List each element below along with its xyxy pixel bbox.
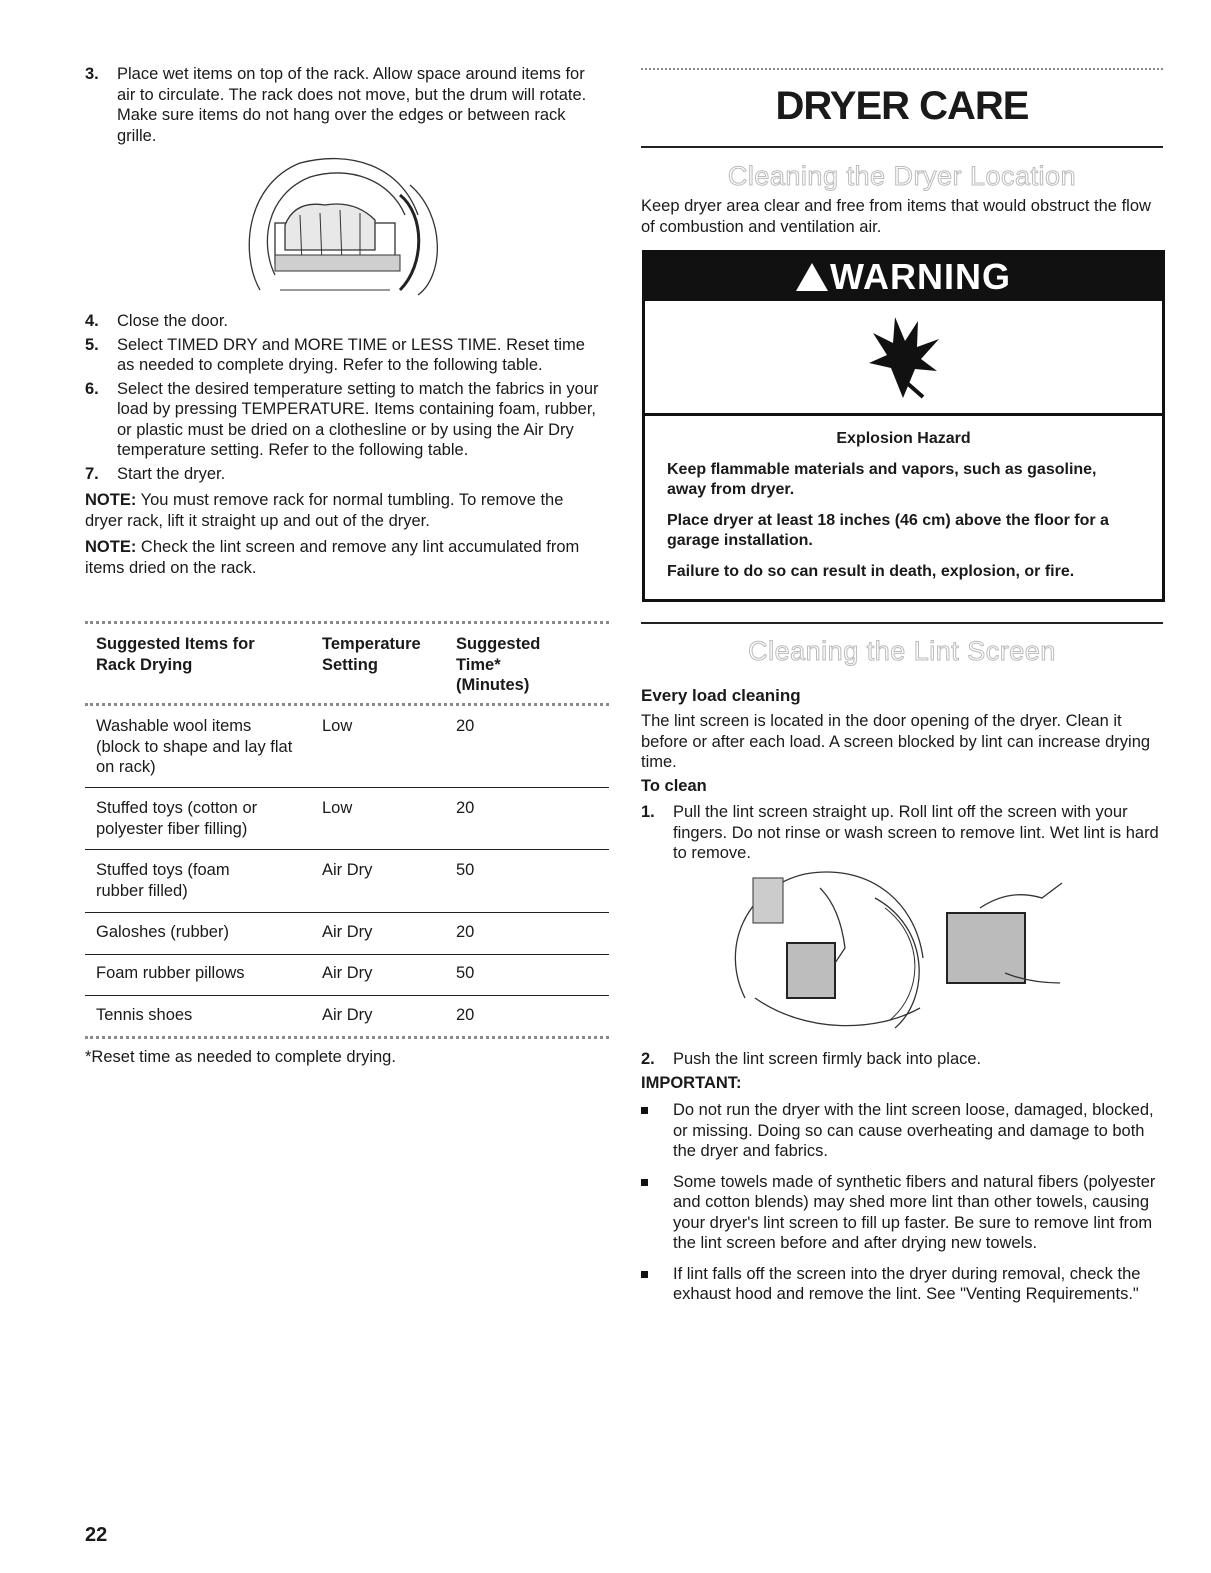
step-text: Close the door. (117, 312, 228, 330)
note-label: NOTE: (85, 491, 137, 509)
step-5 (85, 335, 605, 376)
table-row-divider (85, 912, 609, 913)
section-title-lint-screen: Cleaning the Lint Screen (748, 636, 1056, 666)
bullet-icon (641, 1271, 648, 1278)
explosion-symbol-panel (645, 301, 1162, 416)
step-4 (85, 311, 605, 332)
step-number: 4. (85, 312, 99, 330)
table-cell-temperature: Air Dry (322, 861, 373, 879)
table-header-time: Suggested Time* (Minutes) (456, 635, 541, 694)
note-text: You must remove rack for normal tumbling. To remove the dryer rack, lift it straight up and out of the dryer. (85, 491, 564, 530)
table-cell-item: Washable wool items (block to shape and lay flat on rack) (96, 717, 293, 776)
table-row-divider (85, 995, 609, 996)
page-title: DRYER CARE (775, 84, 1029, 128)
list-item (641, 1264, 1163, 1305)
every-load-text: The lint screen is located in the door opening of the dryer. Clean it before or after each load. A screen blocked by lint can increase drying time. (641, 712, 1151, 771)
warning-line: Keep flammable materials and vapors, such as gasoline, away from dryer. (667, 460, 1097, 498)
warning-hazard: Explosion Hazard (836, 430, 971, 447)
step-number: 6. (85, 379, 99, 398)
section-title-dryer-location: Cleaning the Dryer Location (727, 161, 1077, 191)
table-top-rule (85, 621, 609, 624)
step-6 (85, 379, 605, 461)
table-cell-temperature: Air Dry (322, 964, 373, 982)
table-header-items: Suggested Items for Rack Drying (96, 635, 255, 674)
step-number: 3. (85, 65, 99, 83)
step-text: Start the dryer. (117, 464, 226, 483)
every-load-heading: Every load cleaning (641, 686, 801, 705)
bullet-icon (641, 1179, 648, 1186)
step-3 (85, 64, 605, 146)
table-cell-time: 50 (456, 964, 475, 982)
warning-label: WARNING (830, 256, 1011, 297)
table-header-temperature: Temperature Setting (322, 635, 421, 674)
step-number: 2. (641, 1050, 655, 1068)
bullet-icon (641, 1107, 648, 1114)
warning-triangle-icon (796, 263, 828, 291)
to-clean-heading: To clean (641, 777, 707, 795)
step-number: 7. (85, 464, 99, 483)
title-bottom-rule (641, 146, 1163, 148)
note-remove-rack (85, 490, 605, 531)
table-row-divider (85, 787, 609, 788)
step-7 (85, 464, 605, 485)
bullet-text: Do not run the dryer with the lint screen loose, damaged, blocked, or missing. Doing so can cause overheating and damage to both the dryer and fabrics. (673, 1101, 1154, 1160)
table-cell-item: Galoshes (rubber) (96, 923, 229, 941)
note-label: NOTE: (85, 538, 137, 556)
table-cell-time: 20 (456, 799, 475, 817)
dryer-rack-illustration (240, 155, 450, 300)
step-text: Select the desired temperature setting to match the fabrics in your load by pressing TEMPERATURE. Items containing foam, rubber, or plastic must be dried on a clothesline or by using the Air Dry temperature setting. Refer to the following table. (117, 379, 599, 459)
note-text: Check the lint screen and remove any lint accumulated from items dried on the rack. (85, 538, 580, 577)
dryer-location-text: Keep dryer area clear and free from items that would obstruct the flow of combustion and ventilation air. (641, 197, 1151, 236)
table-cell-time: 20 (456, 923, 475, 941)
note-lint-screen (85, 537, 605, 578)
table-row-divider (85, 954, 609, 955)
important-bullets (641, 1100, 1163, 1305)
list-item (641, 1172, 1163, 1254)
list-item (641, 1100, 1163, 1162)
steps-4-7 (85, 311, 605, 578)
lint-step-2 (641, 1049, 1163, 1070)
step-text: Select TIMED DRY and MORE TIME or LESS TIME. Reset time as needed to complete drying. Refer to the following table. (117, 335, 585, 374)
step-text: Place wet items on top of the rack. Allow space around items for air to circulate. The rack does not move, but the drum will rotate. Make sure items do not hang over the edges or between rack grille. (117, 65, 587, 145)
step-text: Pull the lint screen straight up. Roll lint off the screen with your fingers. Do not rinse or wash screen to remove lint. Wet lint is hard to remove. (673, 803, 1159, 862)
table-cell-item: Stuffed toys (cotton or polyester fiber filling) (96, 799, 258, 838)
table-cell-temperature: Air Dry (322, 923, 373, 941)
page-number: 22 (85, 1524, 108, 1546)
table-cell-temperature: Low (322, 717, 353, 735)
table-cell-temperature: Air Dry (322, 1006, 373, 1024)
table-cell-time: 20 (456, 717, 475, 735)
warning-line: Failure to do so can result in death, explosion, or fire. (667, 562, 1075, 580)
bullet-text: Some towels made of synthetic fibers and natural fibers (polyester and cotton blends) may shed more lint than other towels, causing your dryer's lint screen to fill up faster. Be sure to remove lint from the lint screen before and after drying new towels. (673, 1172, 1156, 1252)
lint-step-1 (641, 802, 1163, 864)
table-cell-time: 20 (456, 1006, 475, 1024)
table-cell-item: Stuffed toys (foam rubber filled) (96, 861, 230, 900)
section-rule (641, 622, 1163, 624)
step-text: Push the lint screen firmly back into place. (673, 1050, 982, 1068)
table-cell-time: 50 (456, 861, 475, 879)
lint-screen-illustration (725, 868, 1070, 1038)
table-cell-item: Foam rubber pillows (96, 964, 245, 982)
important-heading: IMPORTANT: (641, 1074, 742, 1092)
table-cell-temperature: Low (322, 799, 353, 817)
table-bottom-rule (85, 1036, 609, 1039)
title-top-rule (641, 68, 1163, 70)
table-row-divider (85, 849, 609, 850)
warning-line: Place dryer at least 18 inches (46 cm) above the floor for a garage installation. (667, 511, 1109, 549)
step-number: 1. (641, 803, 655, 821)
table-header-rule (85, 703, 609, 706)
explosion-icon (863, 313, 943, 403)
table-footnote: *Reset time as needed to complete drying. (85, 1048, 396, 1066)
step-number: 5. (85, 335, 99, 354)
warning-content (667, 429, 1140, 582)
bullet-text: If lint falls off the screen into the dryer during removal, check the exhaust hood and remove the lint. See "Venting Requirements." (673, 1264, 1141, 1303)
warning-box (642, 250, 1165, 602)
warning-header (645, 253, 1162, 301)
table-cell-item: Tennis shoes (96, 1006, 193, 1024)
